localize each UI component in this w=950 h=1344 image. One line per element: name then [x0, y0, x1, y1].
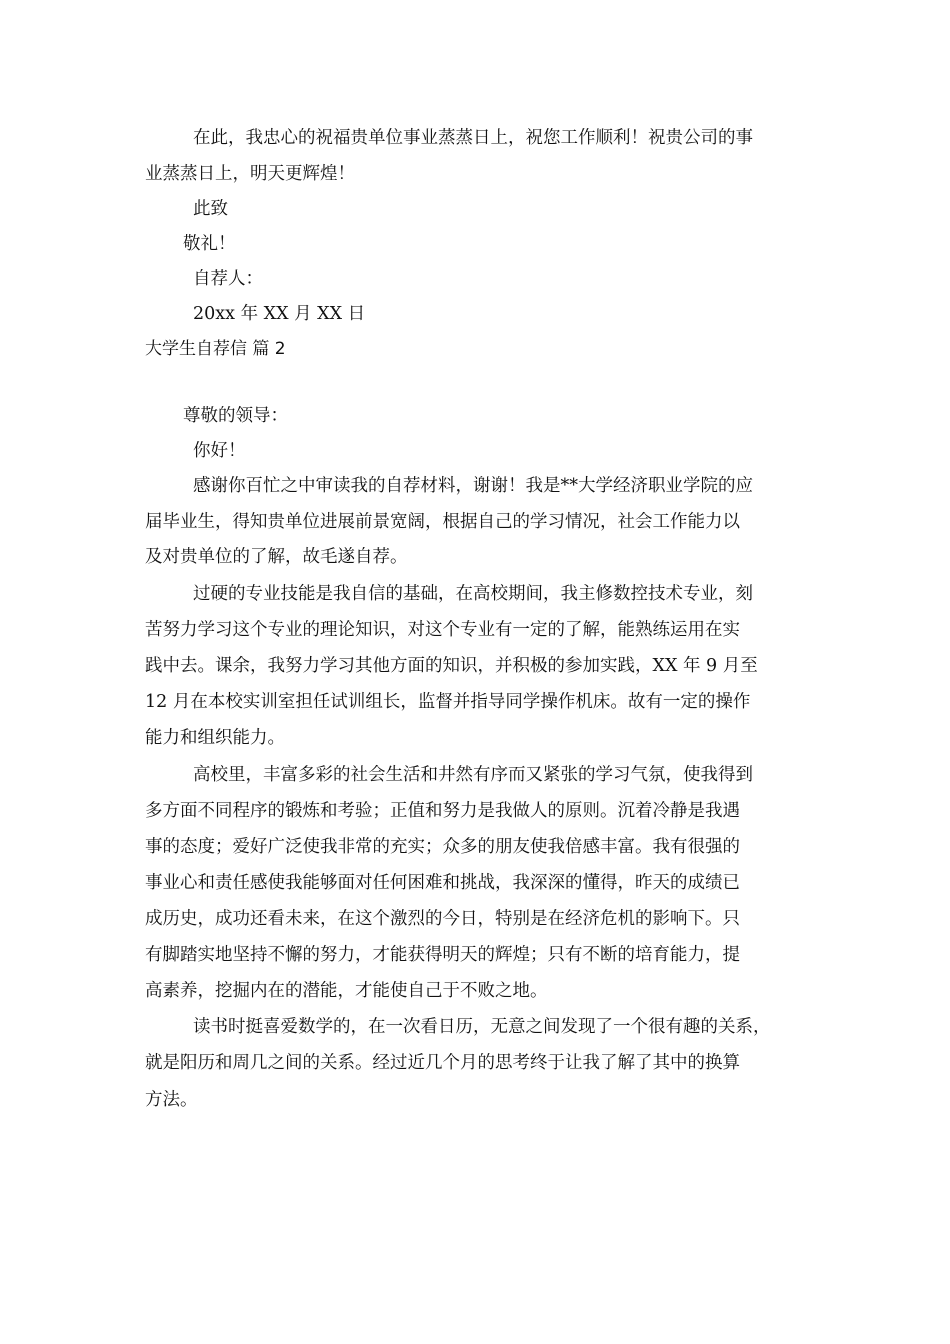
paragraph-line: 感谢你百忙之中审读我的自荐材料，谢谢！我是**大学经济职业学院的应 [193, 476, 753, 496]
paragraph-line: 苦努力学习这个专业的理论知识，对这个专业有一定的了解，能熟练运用在实 [145, 620, 740, 640]
paragraph-line: 高校里，丰富多彩的社会生活和井然有序而又紧张的学习气氛，使我得到 [193, 765, 753, 785]
closing-line: 此致 [193, 199, 228, 219]
paragraph-line: 及对贵单位的了解，故毛遂自荐。 [145, 547, 408, 567]
greeting: 你好！ [193, 441, 246, 461]
signer-label: 自荐人： [193, 269, 263, 289]
section-title: 大学生自荐信 篇 2 [145, 339, 286, 359]
paragraph-line: 高素养，挖掘内在的潜能，才能使自己于不败之地。 [145, 981, 548, 1001]
paragraph-line: 有脚踏实地坚持不懈的努力，才能获得明天的辉煌；只有不断的培育能力，提 [145, 945, 740, 965]
date-line: 20xx 年 XX 月 XX 日 [193, 304, 366, 324]
paragraph-line: 业蒸蒸日上，明天更辉煌！ [145, 164, 355, 184]
paragraph-line: 读书时挺喜爱数学的，在一次看日历，无意之间发现了一个很有趣的关系， [193, 1017, 771, 1037]
paragraph-line: 过硬的专业技能是我自信的基础，在高校期间，我主修数控技术专业，刻 [193, 584, 753, 604]
paragraph-line: 在此，我忠心的祝福贵单位事业蒸蒸日上，祝您工作顺利！祝贵公司的事 [193, 128, 753, 148]
paragraph-line: 事的态度；爱好广泛使我非常的充实；众多的朋友使我倍感丰富。我有很强的 [145, 837, 740, 857]
paragraph-line: 就是阳历和周几之间的关系。经过近几个月的思考终于让我了解了其中的换算 [145, 1053, 740, 1073]
closing-line: 敬礼！ [183, 234, 236, 254]
paragraph-line: 成历史，成功还看未来，在这个激烈的今日，特别是在经济危机的影响下。只 [145, 909, 740, 929]
salutation: 尊敬的领导： [183, 406, 288, 426]
paragraph-line: 方法。 [145, 1090, 198, 1110]
paragraph-line: 多方面不同程序的锻炼和考验；正值和努力是我做人的原则。沉着冷静是我遇 [145, 801, 740, 821]
paragraph-line: 事业心和责任感使我能够面对任何困难和挑战，我深深的懂得，昨天的成绩已 [145, 873, 740, 893]
paragraph-line: 12 月在本校实训室担任试训组长，监督并指导同学操作机床。故有一定的操作 [145, 692, 751, 712]
paragraph-line: 届毕业生，得知贵单位进展前景宽阔，根据自己的学习情况，社会工作能力以 [145, 512, 740, 532]
paragraph-line: 能力和组织能力。 [145, 728, 285, 748]
paragraph-line: 践中去。课余，我努力学习其他方面的知识，并积极的参加实践，XX 年 9 月至 [145, 656, 758, 676]
